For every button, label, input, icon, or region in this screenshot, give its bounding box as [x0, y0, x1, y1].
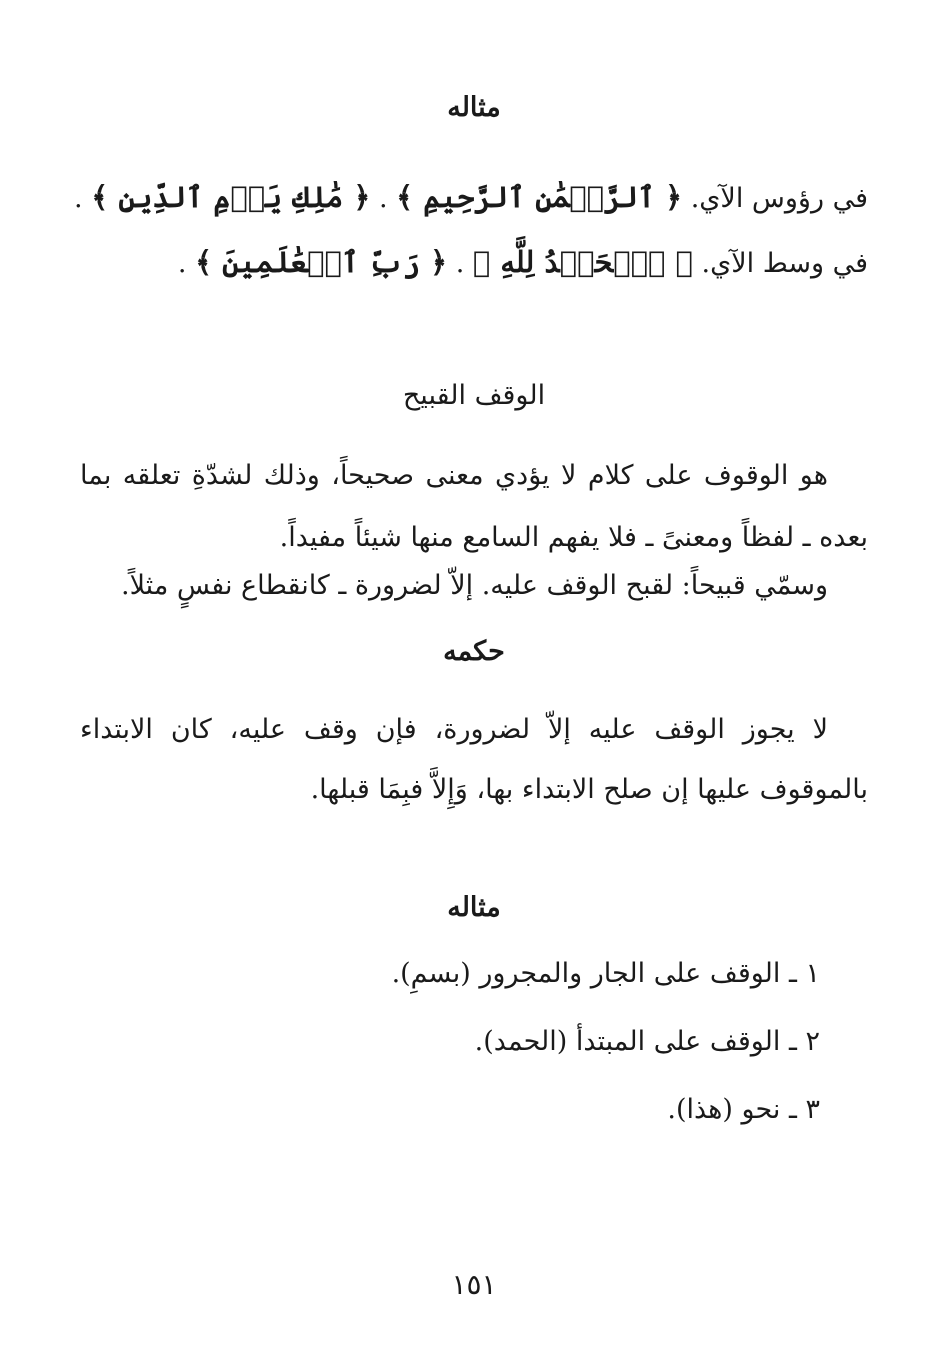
verse-malik-yawm-al-din: ﴿ مَٰلِكِ يَوۡمِ ٱلدِّينِ ﴾: [91, 180, 371, 214]
verse-end-period: .: [177, 248, 187, 279]
verse-line-middle: [80, 245, 868, 280]
section-title-qabih: الوقف القبيح: [402, 380, 546, 411]
verse-line-middle-prefix: في وسط الآي.: [701, 248, 868, 279]
verse-al-hamdu-lillah: ﴿ ٱلۡحَمۡدُ لِلَّهِ ﴾: [472, 245, 693, 279]
paragraph-ruling: لا يجوز الوقف عليه إلاّ لضرورة، فإن وقف عليه، كان الابتداء بالموقوف عليها إن صلح الابتداء بها، وَإِلاَّ فبِمَا قبلها.: [80, 714, 868, 805]
verse-separator: .: [378, 183, 388, 214]
page-number: ١٥١: [451, 1268, 497, 1301]
verse-line-ends: [74, 180, 868, 215]
example-list-item: ١ ـ الوقف على الجار والمجرور (بسمِ).: [391, 958, 820, 989]
section-title-example-2: مثاله: [447, 892, 501, 923]
section-title-example-1: مثاله: [447, 92, 501, 123]
verse-end-period: .: [74, 183, 83, 214]
example-list-item: ٢ ـ الوقف على المبتدأ (الحمد).: [474, 1026, 820, 1057]
section-title-ruling: حكمه: [443, 636, 505, 667]
verse-rahman-rahim: ﴿ ٱلرَّحۡمَٰنِ ٱلرَّحِيمِ ﴾: [396, 180, 683, 214]
verse-line-ends-prefix: في رؤوس الآي.: [690, 183, 868, 214]
example-list-item: ٣ ـ نحو (هذا).: [667, 1094, 820, 1125]
paragraph-definition: هو الوقوف على كلام لا يؤدي معنى صحيحاً، وذلك لشدّةِ تعلقه بما بعده ـ لفظاً ومعنىً ـ فلا يفهم السامع منها شيئاً مفيداً.: [80, 460, 868, 553]
verse-rabb-al-alamin: ﴿ رَبِّ ٱلۡعَٰلَمِينَ ﴾: [195, 245, 448, 279]
paragraph-naming: وسمّي قبيحاً: لقبح الوقف عليه. إلاّ لضرورة ـ كانقطاع نفسٍ مثلاً.: [120, 570, 828, 601]
verse-separator: .: [455, 248, 465, 279]
